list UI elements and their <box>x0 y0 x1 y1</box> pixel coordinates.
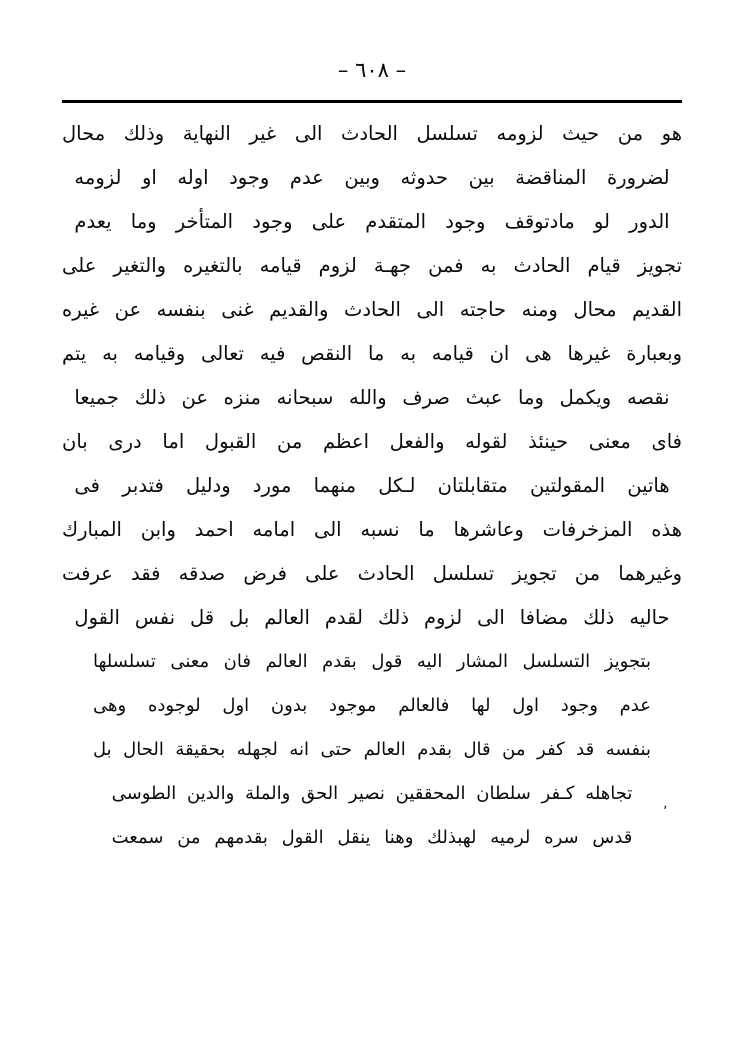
text-line: نقصه ويكمل وما عبث صرف والله سبحانه منزه عن ذلك جميعا <box>74 386 670 409</box>
text-line: تجويز قيام الحادث به فمن جهـة لزوم قيامه بالتغيره والتغير على <box>62 254 682 277</box>
text-line: بتجويز التسلسل المشار اليه قول بقدم العالم فان معنى تسلسلها <box>93 651 651 672</box>
text-line: عدم وجود اول لها فالعالم موجود بدون اول لوجوده وهى <box>93 695 651 716</box>
body-text <box>62 112 682 1012</box>
page-header <box>0 58 744 82</box>
header-rule <box>62 100 682 103</box>
text-line: الدور لو مادتوقف وجود المتقدم على وجود المتأخر وما يعدم <box>74 210 670 233</box>
text-line: لضرورة المناقضة بين حدوثه وبين عدم وجود اوله او لزومه <box>74 166 670 189</box>
text-line: فاى معنى حينئذ لقوله والفعل اعظم من القبول اما درى بان <box>62 430 682 453</box>
text-line: حاليه ذلك مضافا الى لزوم ذلك لقدم العالم بل قل نفس القول <box>74 606 670 629</box>
text-line: وبعبارة غيرها هى ان قيامه به ما النقص فيه تعالى وقيامه به يتم <box>62 342 682 365</box>
margin-mark: ʼ <box>663 804 668 820</box>
text-line: هذه المزخرفات وعاشرها ما نسبه الى امامه احمد وابن المبارك <box>62 518 682 541</box>
text-line: تجاهله كـفر سلطان المحققين نصير الحق والملة والدين الطوسى <box>111 783 633 804</box>
text-line: القديم محال ومنه حاجته الى الحادث والقديم غنى بنفسه عن غيره <box>62 298 682 321</box>
page-number: – ٦٠٨ – <box>337 58 407 82</box>
text-line: قدس سره لرميه لهبذلك وهنا ينقل القول بقدمهم من سمعت <box>111 827 633 848</box>
text-line: هاتين المقولتين متقابلتان لـكل منهما مورد ودليل فتدبر فى <box>74 474 670 497</box>
text-line: وغيرهما من تجويز تسلسل الحادث على فرض صدقه فقد عرفت <box>62 562 682 585</box>
text-line: هو من حيث لزومه تسلسل الحادث الى غير النهاية وذلك محال <box>62 122 682 145</box>
text-line: بنفسه قد كفر من قال بقدم العالم حتى انه لجهله بحقيقة الحال بل <box>93 739 651 760</box>
